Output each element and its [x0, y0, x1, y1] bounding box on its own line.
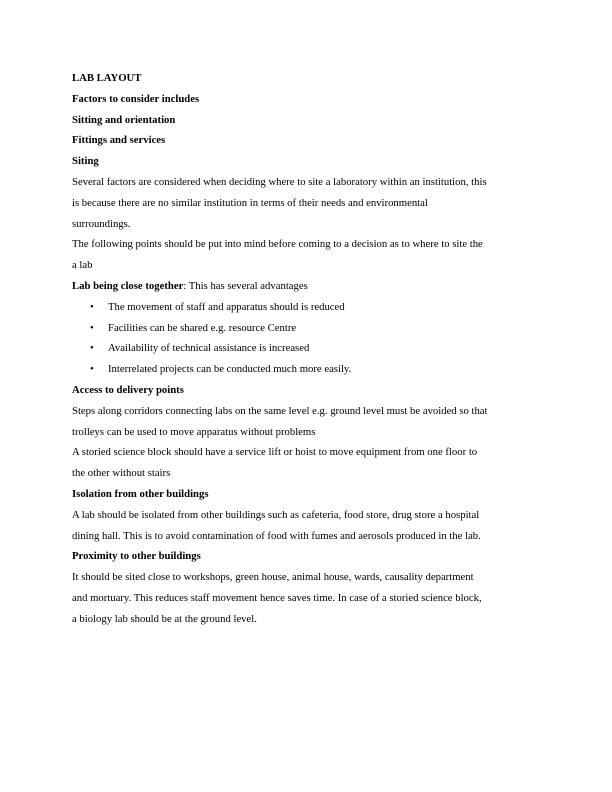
proximity-paragraph-line: and mortuary. This reduces staff movement hence saves time. In case of a storied science block,: [72, 591, 482, 604]
isolation-paragraph-line: A lab should be isolated from other buildings such as cafeteria, food store, drug store a hospital: [72, 508, 480, 521]
document-title: LAB LAYOUT: [72, 72, 142, 84]
close-together-label: Lab being close together: [72, 279, 184, 292]
advantage-list-item: [72, 297, 542, 318]
bullet-icon: •: [90, 363, 94, 376]
points-paragraph-line: The following points should be put into mind before coming to a decision as to where to site the: [72, 238, 483, 251]
siting-paragraph-line: surroundings.: [72, 217, 131, 230]
advantage-text: Availability of technical assistance is increased: [108, 342, 310, 355]
advantage-text: Interrelated projects can be conducted much more easily.: [108, 363, 352, 376]
access-paragraph-line: trolleys can be used to move apparatus without problems: [72, 425, 316, 438]
proximity-paragraph-line: a biology lab should be at the ground level.: [72, 612, 257, 625]
access-paragraph-line: Steps along corridors connecting labs on the same level e.g. ground level must be avoided so that: [72, 404, 488, 417]
factors-heading: Factors to consider includes: [72, 92, 200, 105]
siting-paragraph-line: is because there are no similar institution in terms of their needs and environmental: [72, 196, 428, 209]
close-together-line: [72, 276, 542, 297]
advantage-text: Facilities can be shared e.g. resource Centre: [108, 321, 297, 334]
isolation-paragraph-line: dining hall. This is to avoid contamination of food with fumes and aerosols produced in the lab.: [72, 529, 481, 542]
advantage-list-item: [72, 318, 542, 339]
bullet-icon: •: [90, 321, 94, 334]
document-page: [72, 68, 542, 630]
siting-paragraph-line: Several factors are considered when deciding where to site a laboratory within an institution, this: [72, 175, 487, 188]
bullet-icon: •: [90, 300, 94, 313]
advantage-text: The movement of staff and apparatus should is reduced: [108, 300, 345, 313]
advantage-list-item: [72, 359, 542, 380]
proximity-heading: Proximity to other buildings: [72, 550, 201, 563]
access-paragraph-line: A storied science block should have a service lift or hoist to move equipment from one floor to: [72, 446, 478, 459]
proximity-paragraph-line: It should be sited close to workshops, green house, animal house, wards, causality department: [72, 571, 474, 584]
close-together-text: : This has several advantages: [183, 279, 308, 292]
access-heading: Access to delivery points: [72, 383, 184, 396]
siting-heading: Siting: [72, 155, 99, 168]
bullet-icon: •: [90, 342, 94, 355]
factor-item: Sitting and orientation: [72, 113, 176, 126]
isolation-heading: Isolation from other buildings: [72, 487, 209, 500]
advantage-list-item: [72, 338, 542, 359]
points-paragraph-line: a lab: [72, 259, 93, 272]
access-paragraph-line: the other without stairs: [72, 467, 171, 480]
factor-item: Fittings and services: [72, 134, 166, 147]
